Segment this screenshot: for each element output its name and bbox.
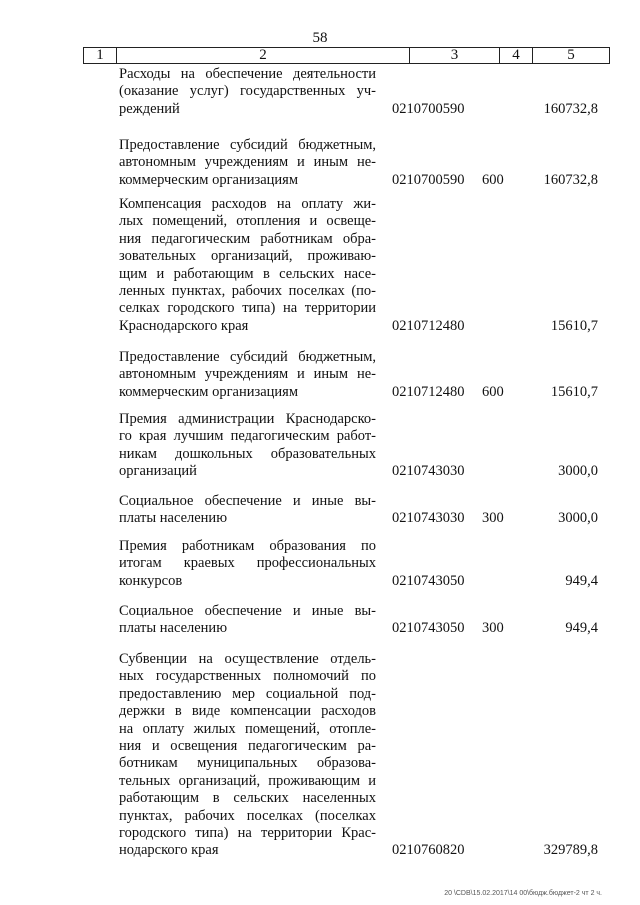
description-line: ленных пунктах, рабочих поселках (по-: [119, 283, 376, 300]
column-header-3: 3: [410, 48, 500, 64]
row-amount: 3000,0: [558, 463, 598, 480]
description-line: держки в виде компенсации расходов: [119, 703, 376, 720]
column-header-1: 1: [84, 48, 117, 64]
description-line: реждений: [119, 100, 180, 117]
row-amount: 160732,8: [543, 100, 598, 117]
description-line: го края лучшим педагогическим работ-: [119, 428, 376, 445]
footer-stamp: 20 \CDB\15.02.2017\14 00\бюдж.бюджет-2 чт 2 ч.: [444, 890, 602, 897]
description-line: Премия администрации Краснодарско-: [119, 411, 376, 427]
row-amount: 160732,8: [543, 171, 598, 188]
description-line: организаций: [119, 463, 197, 480]
row-description: [119, 196, 376, 335]
row-description: [119, 411, 376, 481]
description-line: пунктах, рабочих поселках (поселках: [119, 807, 376, 824]
column-header-2: 2: [117, 48, 410, 64]
row-amount: 3000,0: [558, 510, 598, 527]
row-expense-type: 300: [482, 620, 504, 637]
description-line: Премия работникам образования по: [119, 538, 376, 554]
description-line: Субвенции на осуществление отдель-: [119, 651, 376, 667]
description-line: Социальное обеспечение и иные вы-: [119, 603, 376, 619]
description-line: платы населению: [119, 510, 228, 527]
description-line: Социальное обеспечение и иные вы-: [119, 493, 376, 509]
description-line: ния и освещения педагогическим ра-: [119, 738, 376, 755]
row-code: 0210712480: [392, 383, 465, 400]
row-code: 0210712480: [392, 317, 465, 334]
row-expense-type: 300: [482, 510, 504, 527]
description-line: Предоставление субсидий бюджетным,: [119, 137, 376, 153]
row-description: [119, 493, 376, 528]
row-description: [119, 66, 376, 118]
row-code: 0210743030: [392, 463, 465, 480]
description-line: предоставлению мер социальной под-: [119, 685, 376, 702]
description-line: итогам краевых профессиональных: [119, 555, 376, 572]
row-description: [119, 349, 376, 401]
description-line: Компенсация расходов на оплату жи-: [119, 196, 376, 212]
description-line: автономным учреждениям и иным не-: [119, 366, 376, 383]
row-code: 0210700590: [392, 171, 465, 188]
description-line: (оказание услуг) государственных уч-: [119, 83, 376, 100]
description-line: ния педагогическим работникам обра-: [119, 230, 376, 247]
row-code: 0210700590: [392, 100, 465, 117]
description-line: щим и работающим в сельских насе-: [119, 265, 376, 282]
description-line: платы населению: [119, 620, 228, 637]
column-header-5: 5: [533, 48, 610, 64]
description-line: конкурсов: [119, 572, 183, 589]
column-header-4: 4: [500, 48, 533, 64]
description-line: работающим в сельских населенных: [119, 790, 376, 807]
description-line: тельных организаций, проживающим и: [119, 772, 376, 789]
page-number: 58: [312, 30, 328, 46]
row-description: [119, 651, 376, 860]
description-line: зовательных организаций, проживаю-: [119, 248, 376, 265]
row-expense-type: 600: [482, 171, 504, 188]
row-code: 0210743050: [392, 572, 465, 589]
description-line: Расходы на обеспечение деятельности: [119, 66, 376, 82]
description-line: Предоставление субсидий бюджетным,: [119, 349, 376, 365]
row-description: [119, 137, 376, 189]
description-line: нодарского края: [119, 842, 219, 859]
description-line: никам дошкольных образовательных: [119, 445, 376, 462]
description-line: ботникам муниципальных образова-: [119, 755, 376, 772]
column-header-row: [84, 48, 610, 64]
row-amount: 15610,7: [550, 317, 598, 334]
description-line: коммерческим организациям: [119, 383, 299, 400]
row-code: 0210743050: [392, 620, 465, 637]
row-amount: 949,4: [565, 620, 598, 637]
row-amount: 15610,7: [550, 383, 598, 400]
description-line: ных государственных полномочий по: [119, 668, 376, 685]
description-line: городского типа) на территории Крас-: [119, 825, 376, 842]
row-description: [119, 538, 376, 590]
row-code: 0210760820: [392, 842, 465, 859]
description-line: селках городского типа) на территории: [119, 300, 376, 317]
row-expense-type: 600: [482, 383, 504, 400]
description-line: на оплату жилых помещений, отопле-: [119, 720, 376, 737]
description-line: лых помещений, отопления и освеще-: [119, 213, 376, 230]
row-amount: 329789,8: [543, 842, 598, 859]
description-line: коммерческим организациям: [119, 171, 299, 188]
row-amount: 949,4: [565, 572, 598, 589]
description-line: автономным учреждениям и иным не-: [119, 154, 376, 171]
description-line: Краснодарского края: [119, 317, 249, 334]
column-header-table: [83, 47, 610, 64]
row-code: 0210743030: [392, 510, 465, 527]
row-description: [119, 603, 376, 638]
